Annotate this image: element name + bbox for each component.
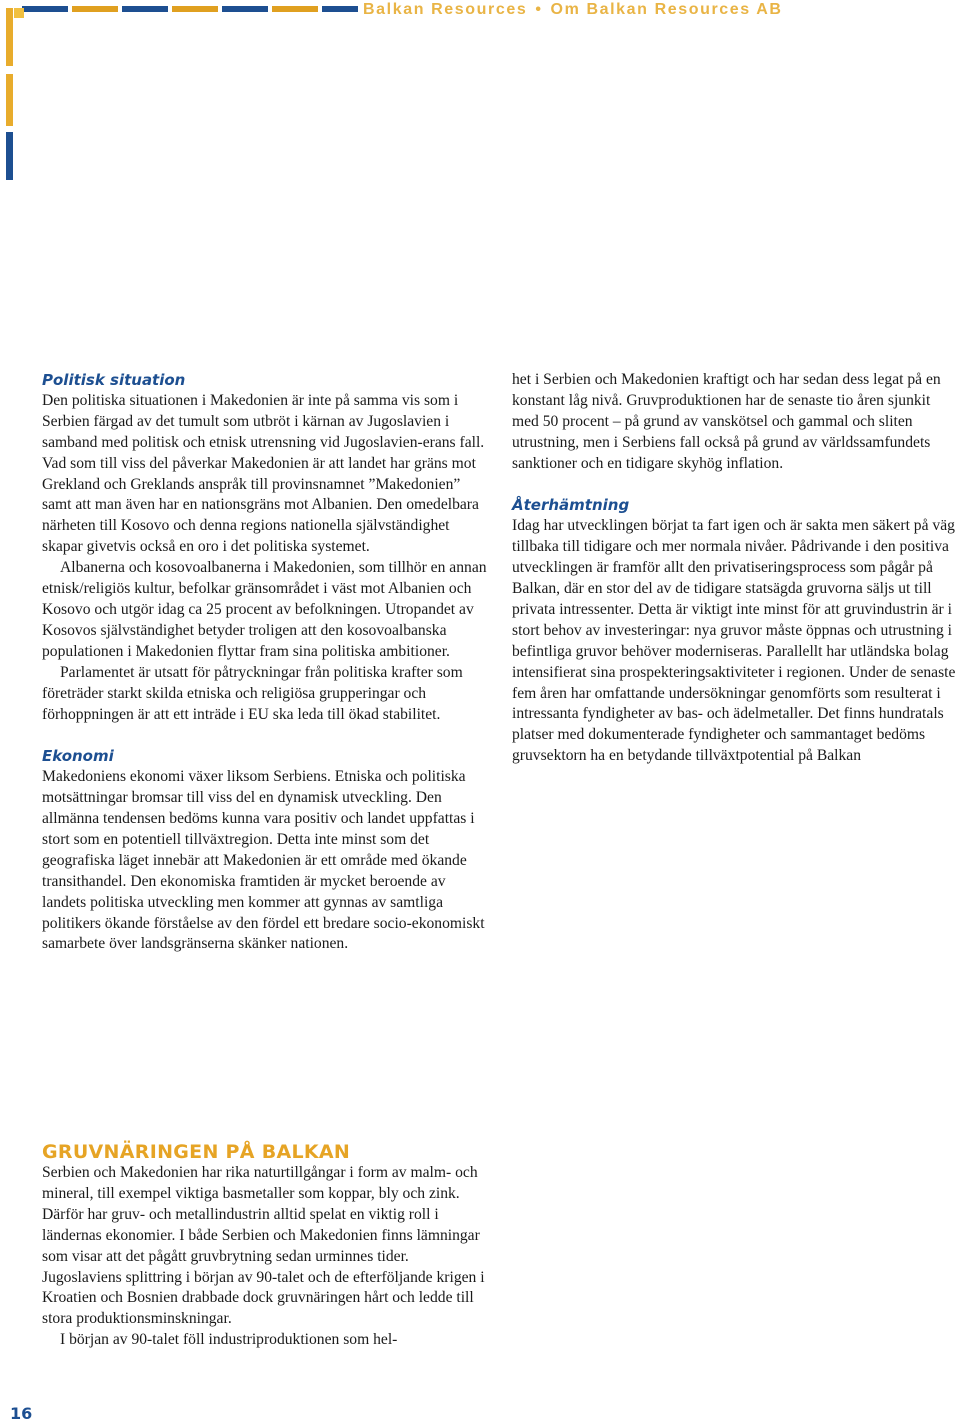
paragraph: Serbien och Makedonien har rika naturtillgångar i form av malm- och mineral, till exempel viktiga basmetaller som koppar, bly och zink. Därför har gruv- och metallindustrin alltid spelat en viktig roll i ländernas ekonomier. I både Serbien och Makedonien finns lämningar som visar att det pågått gruvbrytning sedan urminnes tider. Jugoslaviens splittring i början av 90-talet och de efterföljande krigen i Kroatien och Bosnien drabbade dock gruvnäringen hårt och ledde till stora produktionsminskningar.: [42, 1164, 485, 1328]
header-stripe: [222, 6, 268, 12]
header-stripe: [272, 6, 318, 12]
header-separator: •: [535, 1, 543, 18]
side-stripe: [6, 132, 13, 180]
paragraph: Idag har utvecklingen börjat ta fart igen och är sakta men säkert på väg tillbaka till tidigare och mer normala nivåer. Pådrivande i den positiva utvecklingen är framför allt den privatiseringsprocess som pågår på Balkan, där en stor del av de tidigare statsägda gruvorna säljs ut till privata intressenter. Detta är viktigt inte minst för att gruvindustrin är i stort behov av investeringar: nya gruvor måste öppnas och utrustning i befintliga gruvor behöver moderniseras. Parallellt har utländska bolag intensifierat sina prospekteringsaktiviteter i regionen. Under de senaste fem åren har omfattande undersökningar genomförts som resulterat i intressanta fyndigheter av bas- och ädelmetaller. Det finns hundratals platser med dokumenterade fyndigheter och sammantaget bedöms gruvsektorn ha en betydande tillväxtpotential på Balkan: [512, 517, 956, 765]
running-header: [363, 0, 783, 20]
paragraph: Den politiska situationen i Makedonien är inte på samma vis som i Serbien färgad av det tumult som utbröt i kärnan av Jugoslavien i samband med politisk och etnisk utrensning vid Jugoslavien-erans fall. Vad som till viss del påverkar Makedonien är att landet har gräns mot Grekland och Greklands anspråk till provinsnamnet ”Makedonien” samt att man även har en nationsgräns mot Albanien. Den omedelbara närheten till Kosovo och denna regions nationella självständighet skapar givetvis också en oro i det politiska systemet.: [42, 391, 485, 556]
section-name: Om Balkan Resources AB: [550, 1, 783, 18]
chapter-heading: GRUVNÄRINGEN PÅ BALKAN: [42, 1141, 351, 1163]
section-heading: Återhämtning: [512, 496, 630, 515]
header-stripe: [172, 6, 218, 12]
left-column: [42, 370, 487, 955]
header-stripe: [22, 6, 68, 12]
paragraph: I början av 90-talet föll industriproduktionen som hel-: [60, 1331, 398, 1349]
section-heading: Ekonomi: [42, 747, 114, 766]
paragraph: Parlamentet är utsatt för påtryckningar från politiska krafter som företräder starkt skilda etniska och religiösa grupperingar och förhoppningen är att ett inträde i EU ska leda till ökad stabilitet.: [42, 663, 463, 723]
paragraph: Albanerna och kosovoalbanerna i Makedonien, som tillhör en annan etnisk/religiös kultur, befolkar gränsområdet i väst mot Albanien och Kosovo och utgör idag ca 25 procent av befolkningen. Utropandet av Kosovos självständighet betyder troligen att den kosovoalbanska populationen i Makedonien flyttar fram sina politiska ambitioner.: [42, 559, 487, 660]
paragraph: Makedoniens ekonomi växer liksom Serbiens. Etniska och politiska motsättningar bromsar till viss del en dynamisk utveckling. Den allmänna tendensen bedöms kunna vara positiv och landet uppfattas i stort som en potentiell tillväxtregion. Detta inte minst som det geografiska läget innebär att Makedonien är ett område med ökande transithandel. Den ekonomiska framtiden är mycket beroende av landets politiska utveckling men kommer att gynnas av samtliga politikers ökande förståelse av den fördel ett bredare socio-ekonomiskt samarbete över landsgränserna skänker nationen.: [42, 768, 485, 953]
header-stripe: [322, 6, 358, 12]
header-stripe: [72, 6, 118, 12]
header-stripe: [122, 6, 168, 12]
paragraph: het i Serbien och Makedonien kraftigt och har sedan dess legat på en konstant låg nivå. Gruvproduktionen har de senaste tio åren sjunkit med 50 procent – på grund av vanskötsel och gammal och sliten utrustning, men i Serbiens fall också på grund av världssamfundets sanktioner och en tidigare skyhög inflation.: [512, 371, 941, 472]
page-number: 16: [10, 1404, 33, 1423]
side-stripe: [6, 8, 13, 66]
section-heading: Politisk situation: [42, 371, 186, 389]
side-stripe: [14, 8, 24, 18]
right-column: [512, 370, 960, 767]
brand-name: Balkan Resources: [363, 1, 528, 18]
header-bar: [0, 0, 960, 24]
side-stripe: [6, 74, 13, 126]
bottom-section: [42, 1141, 487, 1351]
